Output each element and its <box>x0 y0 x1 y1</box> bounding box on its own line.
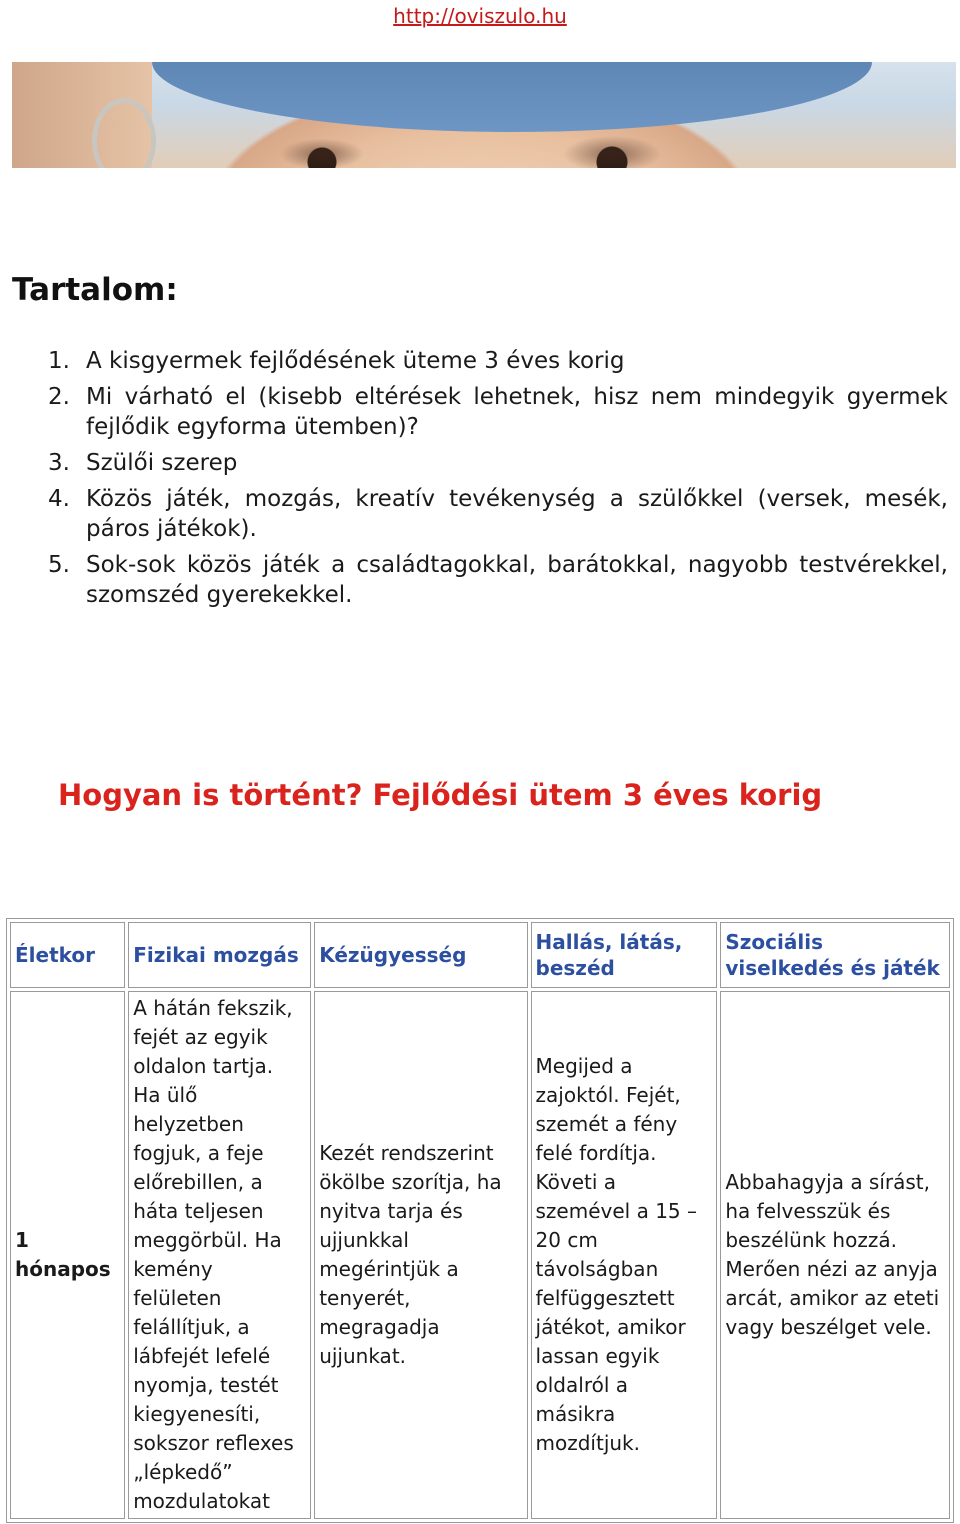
development-table <box>6 918 954 1523</box>
toc-item-number: 1. <box>48 348 70 374</box>
cell-dexterity: Kezét rendszerint ökölbe szorítja, ha nyitva tarja és ujjunkkal megérintjük a tenyerét, megragadja ujjunkat. <box>314 991 527 1519</box>
toc-item-number: 4. <box>48 486 70 512</box>
table-row <box>10 991 950 1519</box>
cell-social: Abbahagyja a sírást, ha felvesszük és beszélünk hozzá. Merően nézi az anyja arcát, amikor az eteti vagy beszélget vele. <box>720 991 950 1519</box>
header-age: Életkor <box>10 922 125 988</box>
header-physical: Fizikai mozgás <box>128 922 311 988</box>
cell-senses: Megijed a zajoktól. Fejét, szemét a fény felé fordítja. Követi a szemével a 15 – 20 cm távolságban felfüggesztett játékot, amikor lassan egyik oldalról a másikra mozdítjuk. <box>531 991 718 1519</box>
cap-shape <box>152 62 872 132</box>
section-heading: Hogyan is történt? Fejlődési ütem 3 éves korig <box>58 778 823 812</box>
header-dexterity: Kézügyesség <box>314 922 527 988</box>
toc-item <box>48 346 948 376</box>
toc-item <box>48 484 948 544</box>
toc-item-text: Szülői szerep <box>86 450 238 476</box>
toc-item-text: A kisgyermek fejlődésének üteme 3 éves korig <box>86 348 625 374</box>
toc-item <box>48 550 948 610</box>
table-of-contents <box>48 346 948 616</box>
toc-item-number: 5. <box>48 552 70 578</box>
toc-title: Tartalom: <box>12 272 178 308</box>
site-link[interactable]: http://oviszulo.hu <box>393 4 567 28</box>
toc-item <box>48 382 948 442</box>
cell-age: 1 hónapos <box>10 991 125 1519</box>
table-header-row <box>10 922 950 988</box>
toc-item <box>48 448 948 478</box>
toc-item-text: Közös játék, mozgás, kreatív tevékenység a szülőkkel (versek, mesék, páros játékok). <box>86 486 948 542</box>
toc-item-number: 3. <box>48 450 70 476</box>
toc-item-text: Sok-sok közös játék a családtagokkal, barátokkal, nagyobb testvérekkel, szomszéd gyerekekkel. <box>86 552 948 608</box>
cell-physical: A hátán fekszik, fejét az egyik oldalon tartja. Ha ülő helyzetben fogjuk, a feje előrebillen, a háta teljesen meggörbül. Ha kemény felületen felállítjuk, a lábfejét lefelé nyomja, testét kiegyenesíti, sokszor reflexes „lépkedő” mozdulatokat <box>128 991 311 1519</box>
baby-photo <box>12 62 956 168</box>
toc-item-number: 2. <box>48 384 70 410</box>
header-senses: Hallás, látás, beszéd <box>531 922 718 988</box>
header-social: Szociális viselkedés és játék <box>720 922 950 988</box>
toc-item-text: Mi várható el (kisebb eltérések lehetnek, hisz nem mindegyik gyermek fejlődik egyforma ütemben)? <box>86 384 948 440</box>
